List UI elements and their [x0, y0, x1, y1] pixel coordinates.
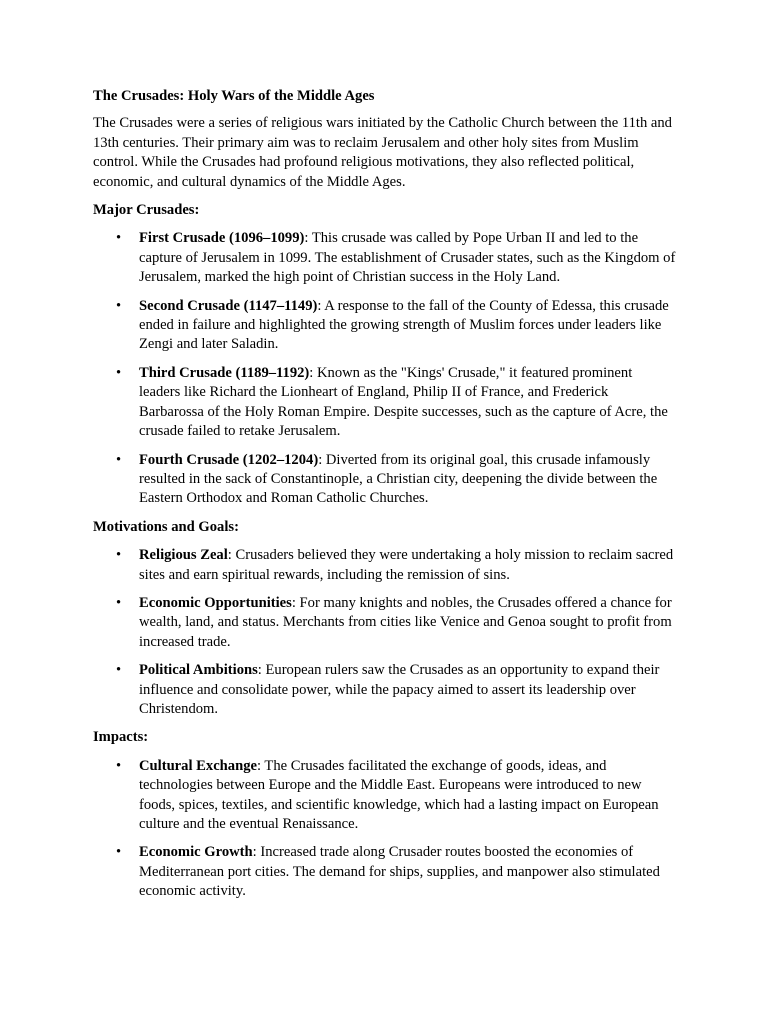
item-term: Second Crusade (1147–1149): [139, 297, 318, 314]
bullet-icon: •: [116, 230, 122, 247]
item-term: Fourth Crusade (1202–1204): [139, 451, 319, 468]
list-item: [93, 757, 676, 835]
list-item: [93, 661, 676, 719]
list-item: [93, 843, 676, 901]
bullet-icon: •: [116, 594, 122, 611]
list-item: [93, 594, 676, 652]
item-term: Religious Zeal: [139, 547, 228, 564]
item-term: First Crusade (1096–1099): [139, 230, 305, 247]
item-text: : A response to the fall of the County of Edessa, this crusade ended in failure and highlighted the growing strength of Muslim forces under leaders like Zengi and later Saladin.: [139, 297, 669, 353]
item-text: : European rulers saw the Crusades as an opportunity to expand their influence and consolidate power, while the papacy aimed to assert its leadership over Christendom.: [139, 662, 660, 717]
list-item: [93, 451, 676, 509]
document-title: The Crusades: Holy Wars of the Middle Ages: [93, 88, 375, 104]
list-item: [93, 229, 676, 287]
list-item: [93, 546, 676, 585]
motivations-list: [93, 546, 676, 719]
section-heading-motivations: Motivations and Goals:: [93, 518, 239, 535]
item-term: Economic Growth: [139, 844, 253, 861]
item-text: : The Crusades facilitated the exchange of goods, ideas, and technologies between Europe and the Middle East. Europeans were introduced to new foods, spices, textiles, and scientific knowledge, which had a lasting impact on European culture and the eventual Renaissance.: [139, 757, 659, 832]
item-term: Political Ambitions: [139, 662, 258, 679]
major-crusades-list: [93, 229, 676, 508]
section-heading-major-crusades: Major Crusades:: [93, 202, 200, 219]
item-text: : For many knights and nobles, the Crusades offered a chance for wealth, land, and status. Merchants from cities like Venice and Genoa sought to profit from increased trade.: [139, 594, 672, 650]
bullet-icon: •: [116, 844, 122, 861]
bullet-icon: •: [116, 364, 122, 381]
bullet-icon: •: [116, 451, 122, 468]
section-heading-impacts: Impacts:: [93, 729, 149, 746]
intro-paragraph: The Crusades were a series of religious wars initiated by the Catholic Church between the 11th and 13th centuries. Their primary aim was to reclaim Jerusalem and other holy sites from Muslim control. While the Crusades had profound religious motivations, they also reflected political, economic, and cultural dynamics of the Middle Ages.: [93, 115, 672, 190]
item-text: : Known as the "Kings' Crusade," it featured prominent leaders like Richard the Lionheart of England, Philip II of France, and Frederick Barbarossa of the Holy Roman Empire. Despite successes, such as the capture of Acre, the crusade failed to retake Jerusalem.: [139, 364, 668, 440]
item-text: : Crusaders believed they were undertaking a holy mission to reclaim sacred sites and earn spiritual rewards, including the remission of sins.: [139, 547, 674, 583]
item-term: Third Crusade (1189–1192): [139, 364, 310, 381]
bullet-icon: •: [116, 547, 122, 564]
item-term: Economic Opportunities: [139, 594, 292, 611]
bullet-icon: •: [116, 297, 122, 314]
item-text: : Increased trade along Crusader routes boosted the economies of Mediterranean port cities. The demand for ships, supplies, and manpower also stimulated economic activity.: [139, 844, 660, 900]
item-term: Cultural Exchange: [139, 757, 257, 774]
list-item: [93, 297, 676, 355]
bullet-icon: •: [116, 757, 122, 774]
list-item: [93, 364, 676, 442]
impacts-list: [93, 757, 676, 902]
item-text: : This crusade was called by Pope Urban II and led to the capture of Jerusalem in 1099. The establishment of Crusader states, such as the Kingdom of Jerusalem, marked the high point of Christian success in the Holy Land.: [139, 230, 676, 286]
bullet-icon: •: [116, 662, 122, 679]
item-text: : Diverted from its original goal, this crusade infamously resulted in the sack of Constantinople, a Christian city, deepening the divide between the Eastern Orthodox and Roman Catholic Churches.: [139, 451, 658, 507]
